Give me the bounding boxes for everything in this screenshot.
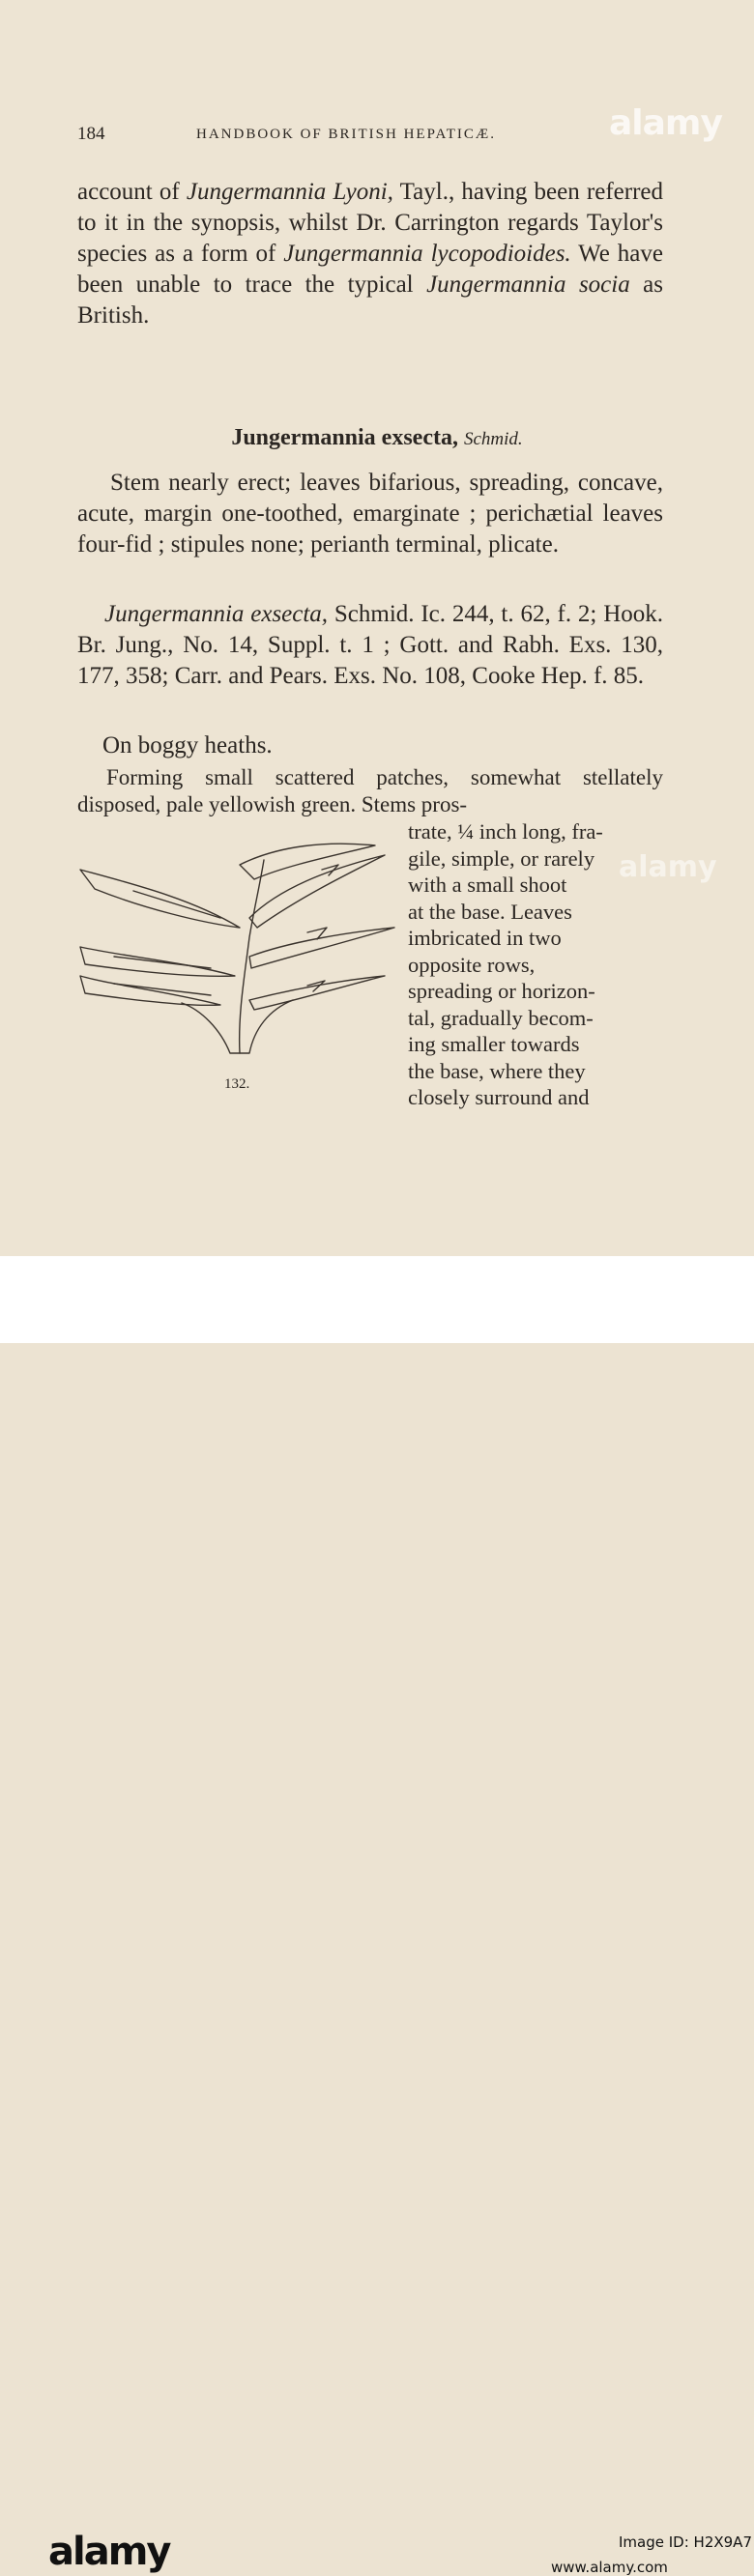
alamy-logo: alamy [48,2530,170,2574]
detailed-description: Forming small scattered patches, somewhat stellately disposed, pale yellowish green. Stems pros- [77,765,663,816]
leaf-inner-lines [114,891,220,995]
synonymy-paragraph [77,599,663,692]
synonymy-species: Jungermannia exsecta, [104,601,329,627]
image-id: Image ID: H2X9A7 [619,2533,752,2551]
wrapped-description-column [408,818,661,1111]
intro-text-2: Tayl., having been referred to it in the synopsis, whilst Dr. Carrington regards Taylor's species as a form of [77,179,663,267]
column-line: closely surround and [408,1085,590,1109]
watermark-logo: alamy [609,103,722,143]
intro-text-4: as British. [77,272,663,329]
species-name: Jungermannia exsecta, [231,425,458,450]
intro-paragraph [77,177,663,331]
column-line: opposite rows, [408,952,536,977]
synonymy-references: Schmid. Ic. 244, t. 62, f. 2; Hook. Br. Jung., No. 14, Suppl. t. 1 ; Gott. and Rabh. Exs. 130, 177, 358; Carr. and Pears. Exs. No. 108, Cooke Hep. f. 85. [77,601,663,689]
watermark-logo-middle: alamy [619,850,717,884]
column-line: with a small shoot [408,873,567,897]
species-heading [0,425,754,451]
figure-label: 132. [224,1076,250,1092]
leaf-lower-left [80,976,220,1005]
leaf-upper-right [249,855,385,928]
column-line: the base, where they [408,1058,586,1083]
species-description: Stem nearly erect; leaves bifarious, spreading, concave, acute, margin one-toothed, emarginate ; perichætial leaves four-fid ; stipules none; perianth terminal, plicate. [77,470,663,558]
column-line: at the base. Leaves [408,899,572,924]
running-header [77,124,667,151]
species-ref-lycopodioides: Jungermannia lycopodioides. [283,241,571,267]
column-line: trate, ¼ inch long, fra- [408,819,603,844]
column-line: spreading or horizon- [408,979,595,1003]
leaf-top [240,844,375,879]
species-ref-socia: Jungermannia socia [426,272,630,298]
intro-text-1: account of [77,179,187,205]
book-page [0,0,754,1256]
stem-center [240,860,264,1053]
leaf-tooth-marks [307,865,338,991]
running-title: HANDBOOK OF BRITISH HEPATICÆ. [196,127,496,142]
column-line: ing smaller towards [408,1032,580,1056]
species-authority: Schmid. [463,429,523,449]
column-line: gile, simple, or rarely [408,845,595,871]
species-ref-lyoni: Jungermannia Lyoni, [186,179,393,205]
plant-illustration [75,831,404,1073]
intro-text-3: We have been unable to trace the typical [77,241,663,298]
stock-footer [0,1256,754,2576]
column-line: tal, gradually becom- [408,1005,594,1030]
habitat-line: On boggy heaths. [102,732,273,758]
column-line: imbricated in two [408,926,562,950]
stem-outline [182,1000,293,1053]
leaf-lower-right [249,976,385,1010]
site-url: www.alamy.com [551,2559,668,2576]
page-number: 184 [77,124,105,144]
